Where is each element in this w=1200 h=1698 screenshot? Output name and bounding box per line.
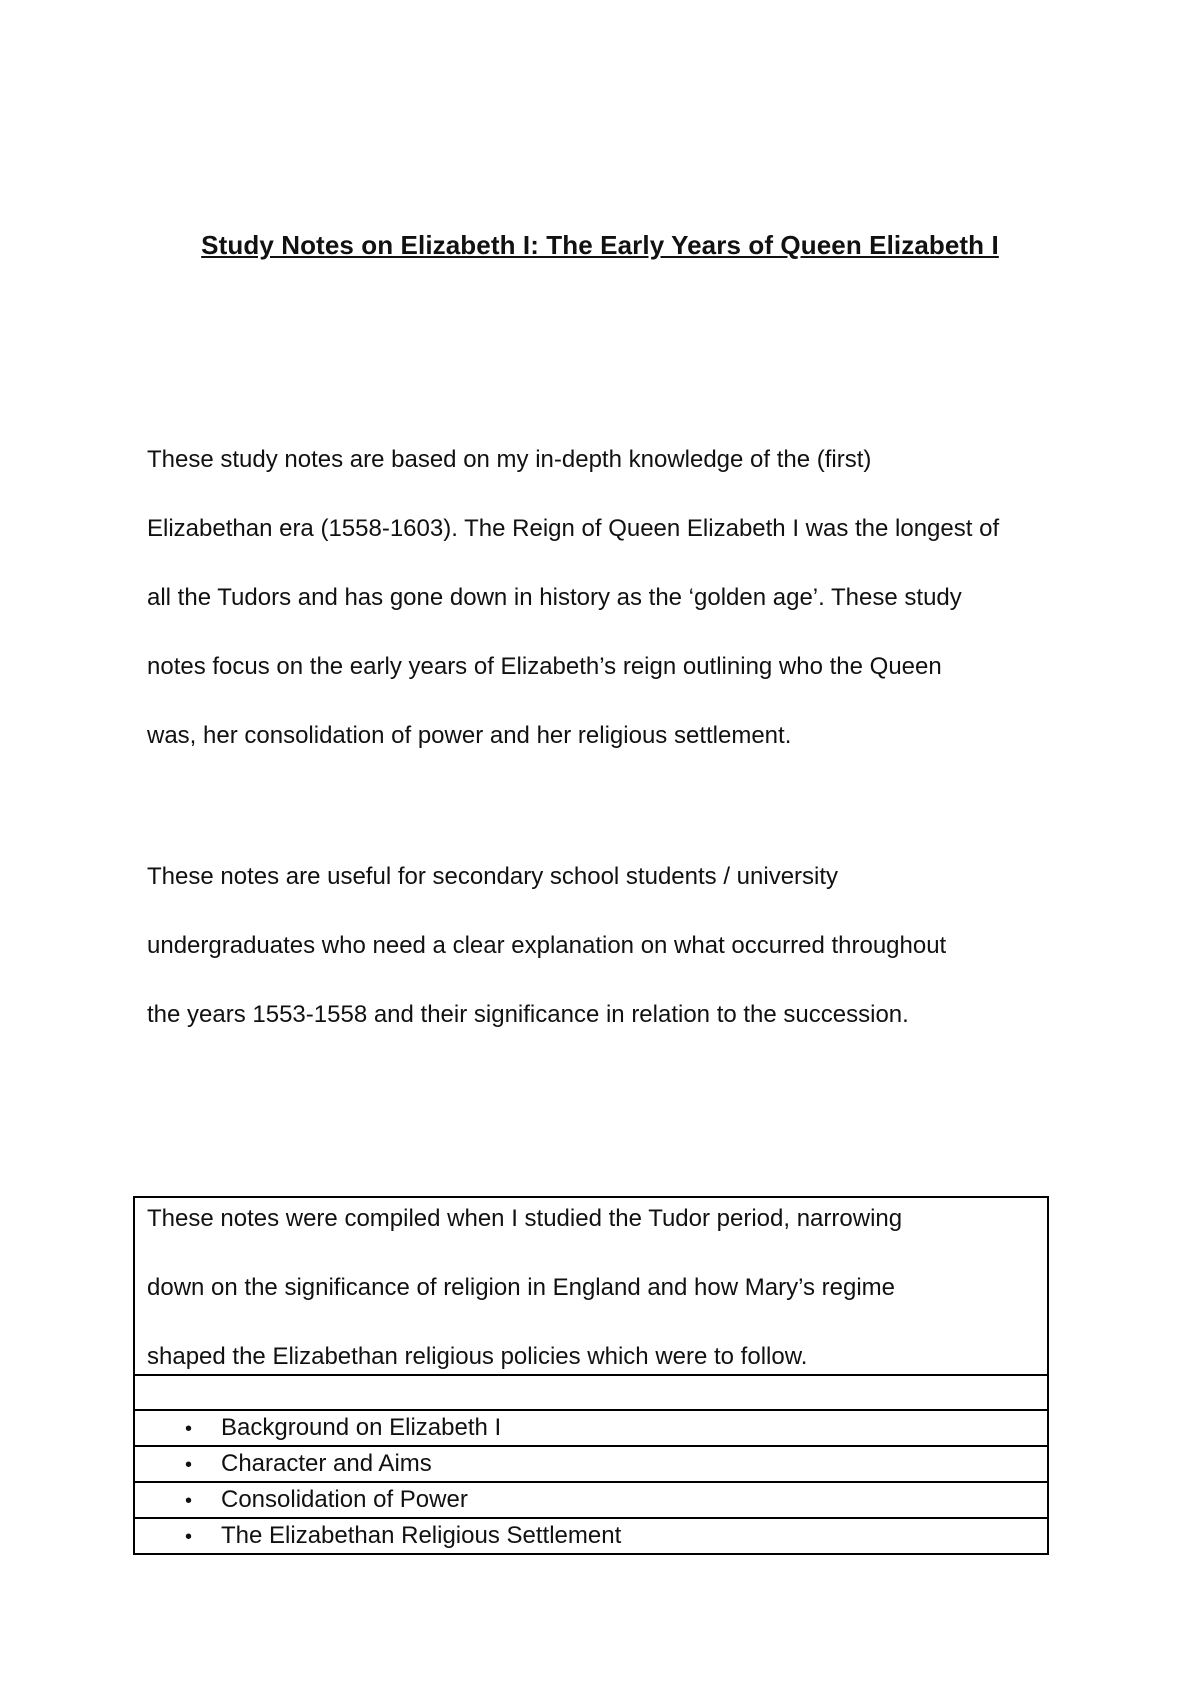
paragraph-line: was, her consolidation of power and her religious settlement.	[147, 722, 792, 749]
table-intro-cell	[134, 1197, 1048, 1375]
table-empty-cell	[134, 1375, 1048, 1410]
topic-cell	[134, 1410, 1048, 1446]
paragraph-line: These notes are useful for secondary school students / university	[147, 863, 839, 890]
contents-table	[133, 1196, 1049, 1555]
document-title: Study Notes on Elizabeth I: The Early Years of Queen Elizabeth I	[201, 230, 999, 260]
paragraph-line: undergraduates who need a clear explanation on what occurred throughout	[147, 932, 947, 959]
bullet-icon: •	[185, 1490, 193, 1512]
table-intro-line: down on the significance of religion in England and how Mary’s regime	[147, 1274, 895, 1301]
table-row	[134, 1446, 1048, 1482]
topic-label: Background on Elizabeth I	[221, 1414, 502, 1441]
table-row	[134, 1410, 1048, 1446]
topic-cell	[134, 1482, 1048, 1518]
topic-label: Consolidation of Power	[221, 1486, 468, 1513]
topic-label: Character and Aims	[221, 1450, 432, 1477]
topic-cell	[134, 1518, 1048, 1554]
bullet-icon: •	[185, 1418, 193, 1440]
bullet-icon: •	[185, 1526, 193, 1548]
table-row	[134, 1375, 1048, 1410]
table-intro-line: shaped the Elizabethan religious policies which were to follow.	[147, 1343, 808, 1370]
topic-cell	[134, 1446, 1048, 1482]
table-row	[134, 1482, 1048, 1518]
table-row	[134, 1197, 1048, 1375]
table-intro-line: These notes were compiled when I studied the Tudor period, narrowing	[147, 1205, 903, 1232]
paragraph-line: the years 1553-1558 and their significance in relation to the succession.	[147, 1001, 909, 1028]
table-row	[134, 1518, 1048, 1554]
topic-label: The Elizabethan Religious Settlement	[221, 1522, 622, 1549]
paragraph-line: notes focus on the early years of Elizabeth’s reign outlining who the Queen	[147, 653, 942, 680]
paragraph-line: These study notes are based on my in-depth knowledge of the (first)	[147, 446, 872, 473]
paragraph-line: all the Tudors and has gone down in history as the ‘golden age’. These study	[147, 584, 962, 611]
paragraph-line: Elizabethan era (1558-1603). The Reign of Queen Elizabeth I was the longest of	[147, 515, 1000, 542]
bullet-icon: •	[185, 1454, 193, 1476]
